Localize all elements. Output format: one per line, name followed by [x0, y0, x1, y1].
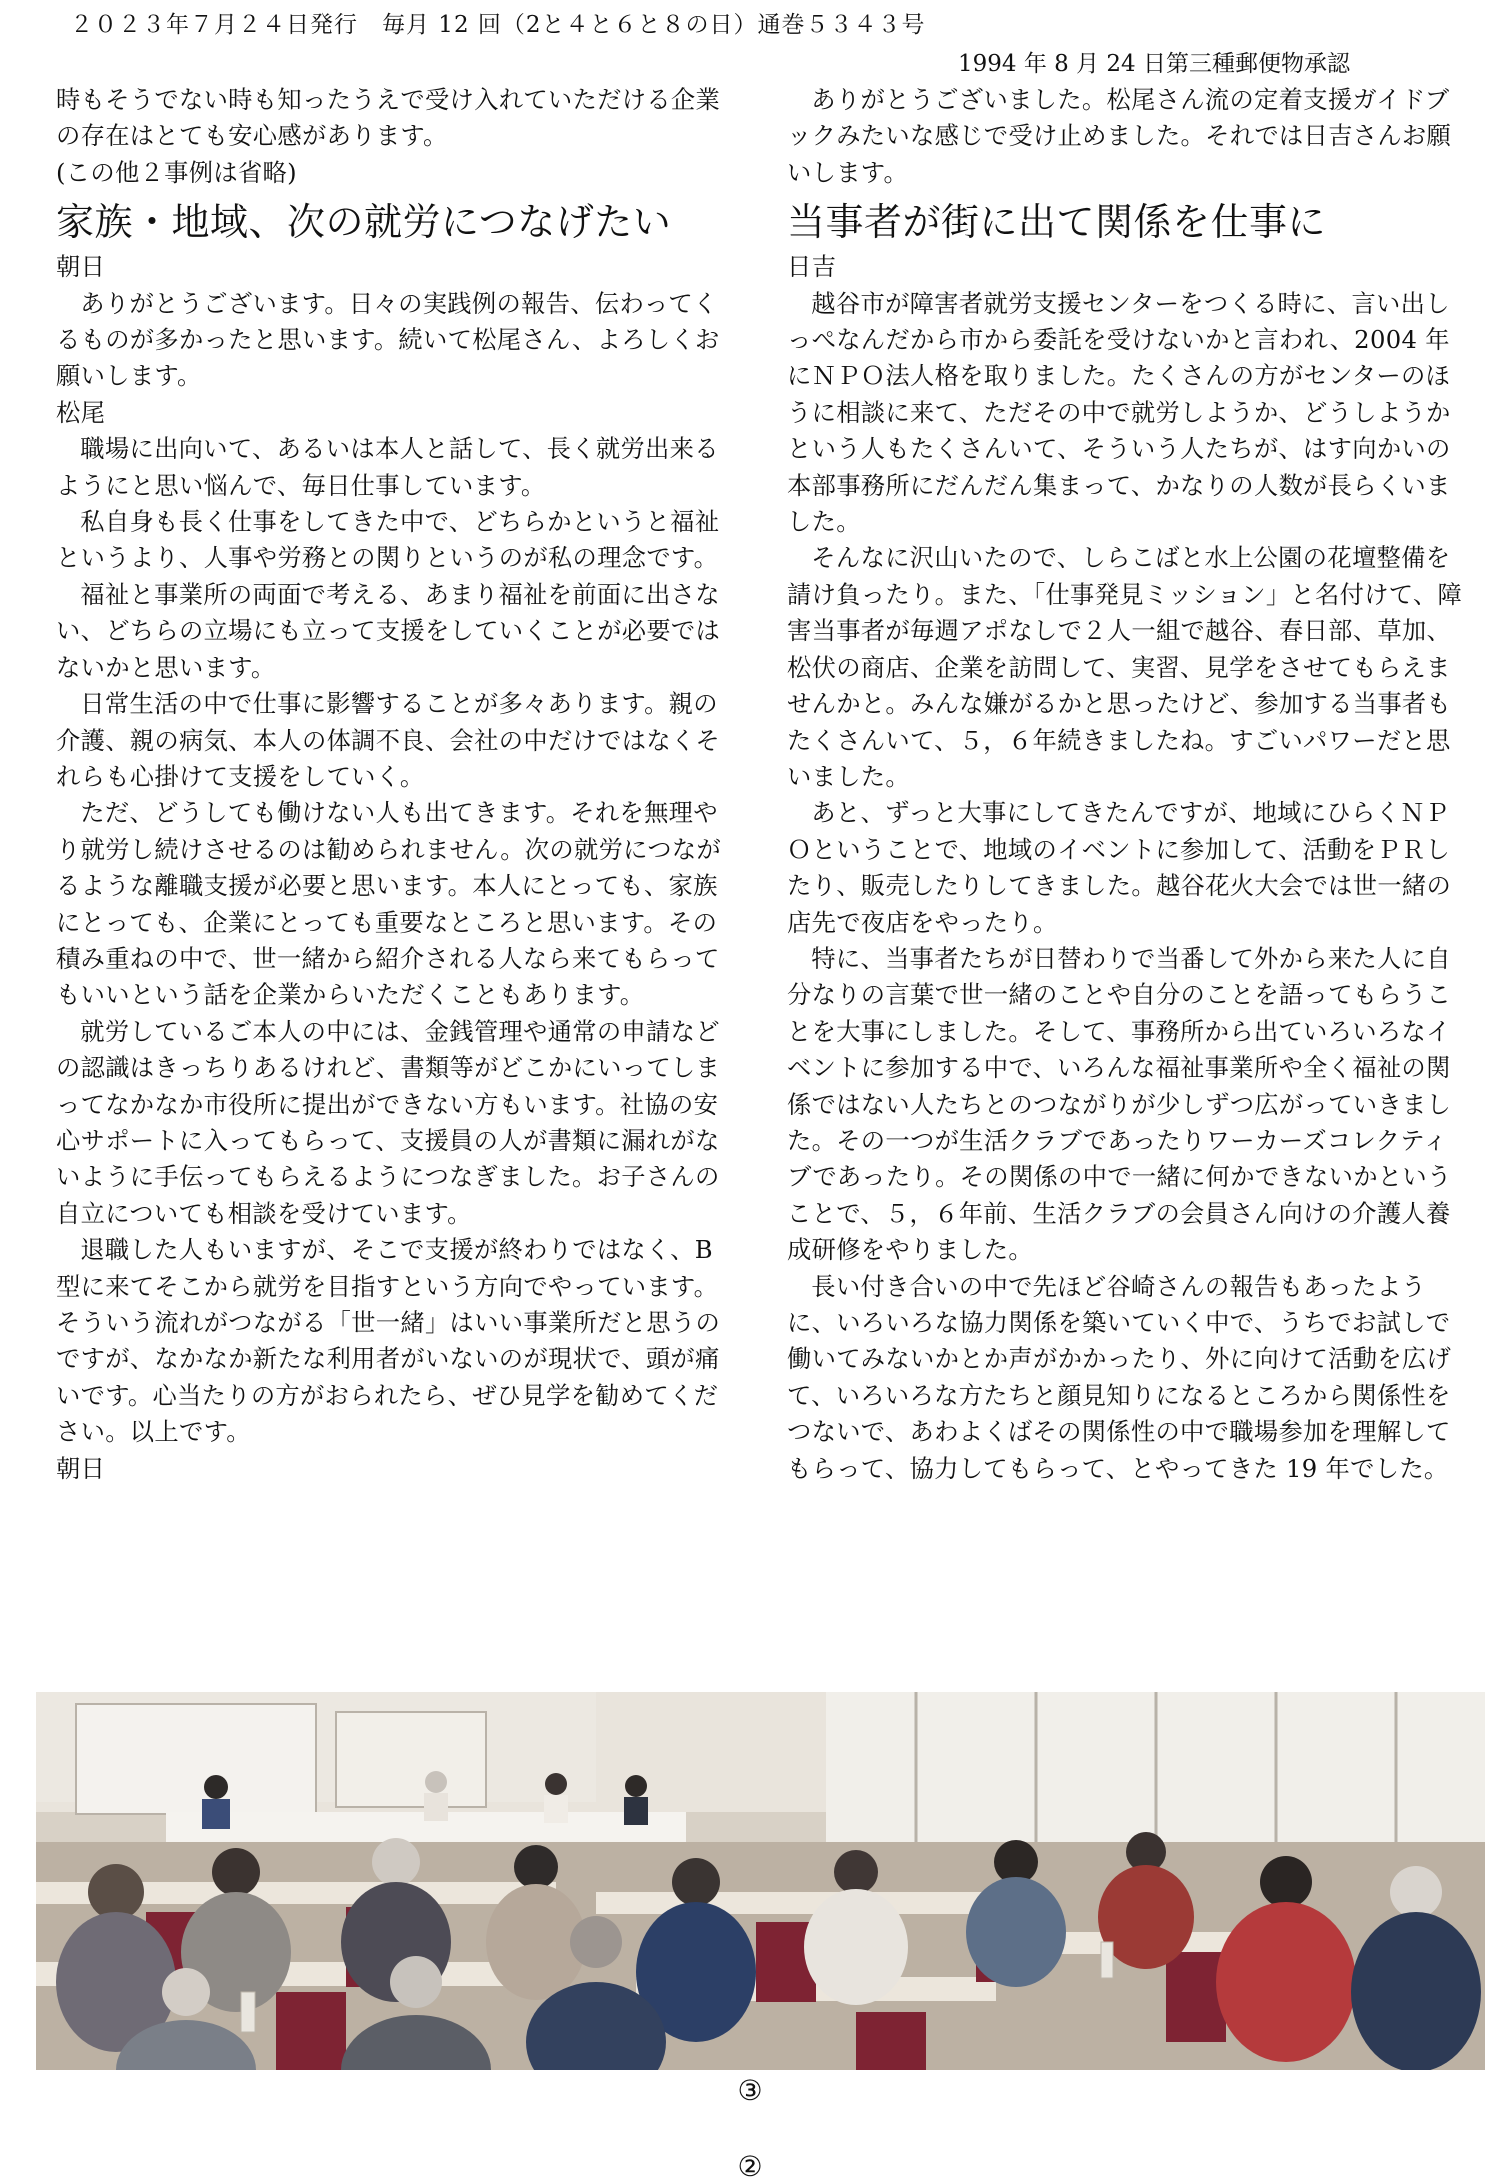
paragraph: 長い付き合いの中で先ほど谷崎さんの報告もあったように、いろいろな協力関係を築いていく中で、うちでお試しで働いてみないかとか声がかかったり、外に向けて活動を広げて、いろいろな方たちと顔見知りになるところから関係性をつないで、あわよくばその関係性の中で職場参加を理解してもらって、協力してもらって、とやってきた 19 年でした。 [787, 1271, 1452, 1483]
paragraph: 越谷市が障害者就労支援センターをつくる時に、言い出しっぺなんだから市から委託を受けないかと言われ、2004 年にＮＰＯ法人格を取りました。たくさんの方がセンターのほうに相談に来て、ただその中で就労しようか、どうしようかという人もたくさんいて、そういう人たちが、はす向かいの本部事務所にだんだん集まって、かなりの人数が長らくいました。 [787, 288, 1451, 537]
paragraph: 日常生活の中で仕事に影響することが多々あります。親の介護、親の病気、本人の体調不良、会社の中だけではなくそれらも心掛けて支援をしていく。 [56, 689, 721, 791]
paragraph: そんなに沢山いたので、しらこばと水上公園の花壇整備を請け負ったり。また、「仕事発見ミッション」と名付けて、障害当事者が毎週アポなしで２人一組で越谷、春日部、草加、松伏の商店、企業を訪問して、実習、見学をさせてもらえませんかと。みんな嫌がるかと思ったけど、参加する当事者もたくさんいて、５，６年続きましたね。すごいパワーだと思いました。 [787, 543, 1463, 791]
paragraph: あと、ずっと大事にしてきたんですが、地域にひらくＮＰＯということで、地域のイベントに参加して、活動をＰＲしたり、販売したりしてきました。越谷花火大会では世一緒の店先で夜店をやったり。 [787, 798, 1452, 937]
speaker-label: 日吉 [787, 252, 837, 282]
right-column [787, 82, 1463, 1487]
postal-approval-line: 1994 年 8 月 24 日第三種郵便物承認 [958, 51, 1350, 77]
paragraph: 就労しているご本人の中には、金銭管理や通常の申請などの認識はきっちりあるけれど、書類等がどこかにいってしまってなかなか市役所に提出ができない方もいます。社協の安心サポートに入ってもらって、支援員の人が書類に漏れがないように手伝ってもらえるようにつなぎました。お子さんの自立についても相談を受けています。 [56, 1016, 721, 1228]
left-column [56, 82, 732, 1487]
page-number: ③ [737, 2074, 763, 2107]
paragraph: ただ、どうしても働けない人も出てきます。それを無理やり就労し続けさせるのは勧められません。次の就労につながるような離職支援が必要と思います。本人にとっても、家族にとっても、企業にとっても重要なところと思います。その積み重ねの中で、世一緒から紹介される人なら来てもらってもいいという話を企業からいただくこともあります。 [56, 798, 722, 1010]
next-page-number: ② [737, 2150, 763, 2183]
omitted-note: (この他２事例は省略) [56, 157, 297, 187]
speaker-label: 朝日 [56, 1453, 106, 1483]
continued-paragraph: 時もそうでない時も知ったうえで受け入れていただける企業の存在はとても安心感があります。 [56, 85, 721, 151]
paragraph: 職場に出向いて、あるいは本人と話して、長く就労出来るようにと思い悩んで、毎日仕事しています。 [56, 434, 719, 500]
speaker-label: 松尾 [56, 397, 106, 427]
paragraph: 私自身も長く仕事をしてきた中で、どちらかというと福祉というより、人事や労務との関りというのが私の理念です。 [56, 507, 720, 573]
paragraph: ありがとうございました。松尾さん流の定着支援ガイドブックみたいな感じで受け止めました。それでは日吉さんお願いします。 [787, 85, 1452, 187]
paragraph: 退職した人もいますが、そこで支援が終わりではなく、B型に来てそこから就労を目指すという方向でやっています。そういう流れがつながる「世一緒」はいい事業所だと思うのですが、なかなか新たな利用者がいないのが現状で、頭が痛いです。心当たりの方がおられたら、ぜひ見学を勧めてください。以上です。 [56, 1235, 721, 1447]
paragraph: ありがとうございます。日々の実践例の報告、伝わってくるものが多かったと思います。続いて松尾さん、よろしくお願いします。 [56, 288, 720, 391]
paragraph: 特に、当事者たちが日替わりで当番して外から来た人に自分なりの言葉で世一緒のことや自分のことを語ってもらうことを大事にしました。そして、事務所から出ていろいろなイベントに参加する中で、いろんな福祉事業所や全く福祉の関係ではない人たちとのつながりが少しずつ広がっていきました。その一つが生活クラブであったりワーカーズコレクティブであったり。その関係の中で一緒に何かできないかということで、５，６年前、生活クラブの会員さん向けの介護人養成研修をやりました。 [787, 943, 1452, 1265]
meeting-photo [36, 1692, 1485, 2070]
paragraph: 福祉と事業所の両面で考える、あまり福祉を前面に出さない、どちらの立場にも立って支援をしていくことが必要ではないかと思います。 [56, 579, 721, 682]
speaker-label: 朝日 [56, 252, 106, 282]
issue-line: ２０２３年７月２４日発行 毎月 12 回（2と４と６と８の日）通巻５３４３号 [70, 12, 926, 38]
section-heading-family-community: 家族・地域、次の就労につなげたい [56, 200, 672, 245]
section-heading-town-relations: 当事者が街に出て関係を仕事に [787, 200, 1327, 245]
